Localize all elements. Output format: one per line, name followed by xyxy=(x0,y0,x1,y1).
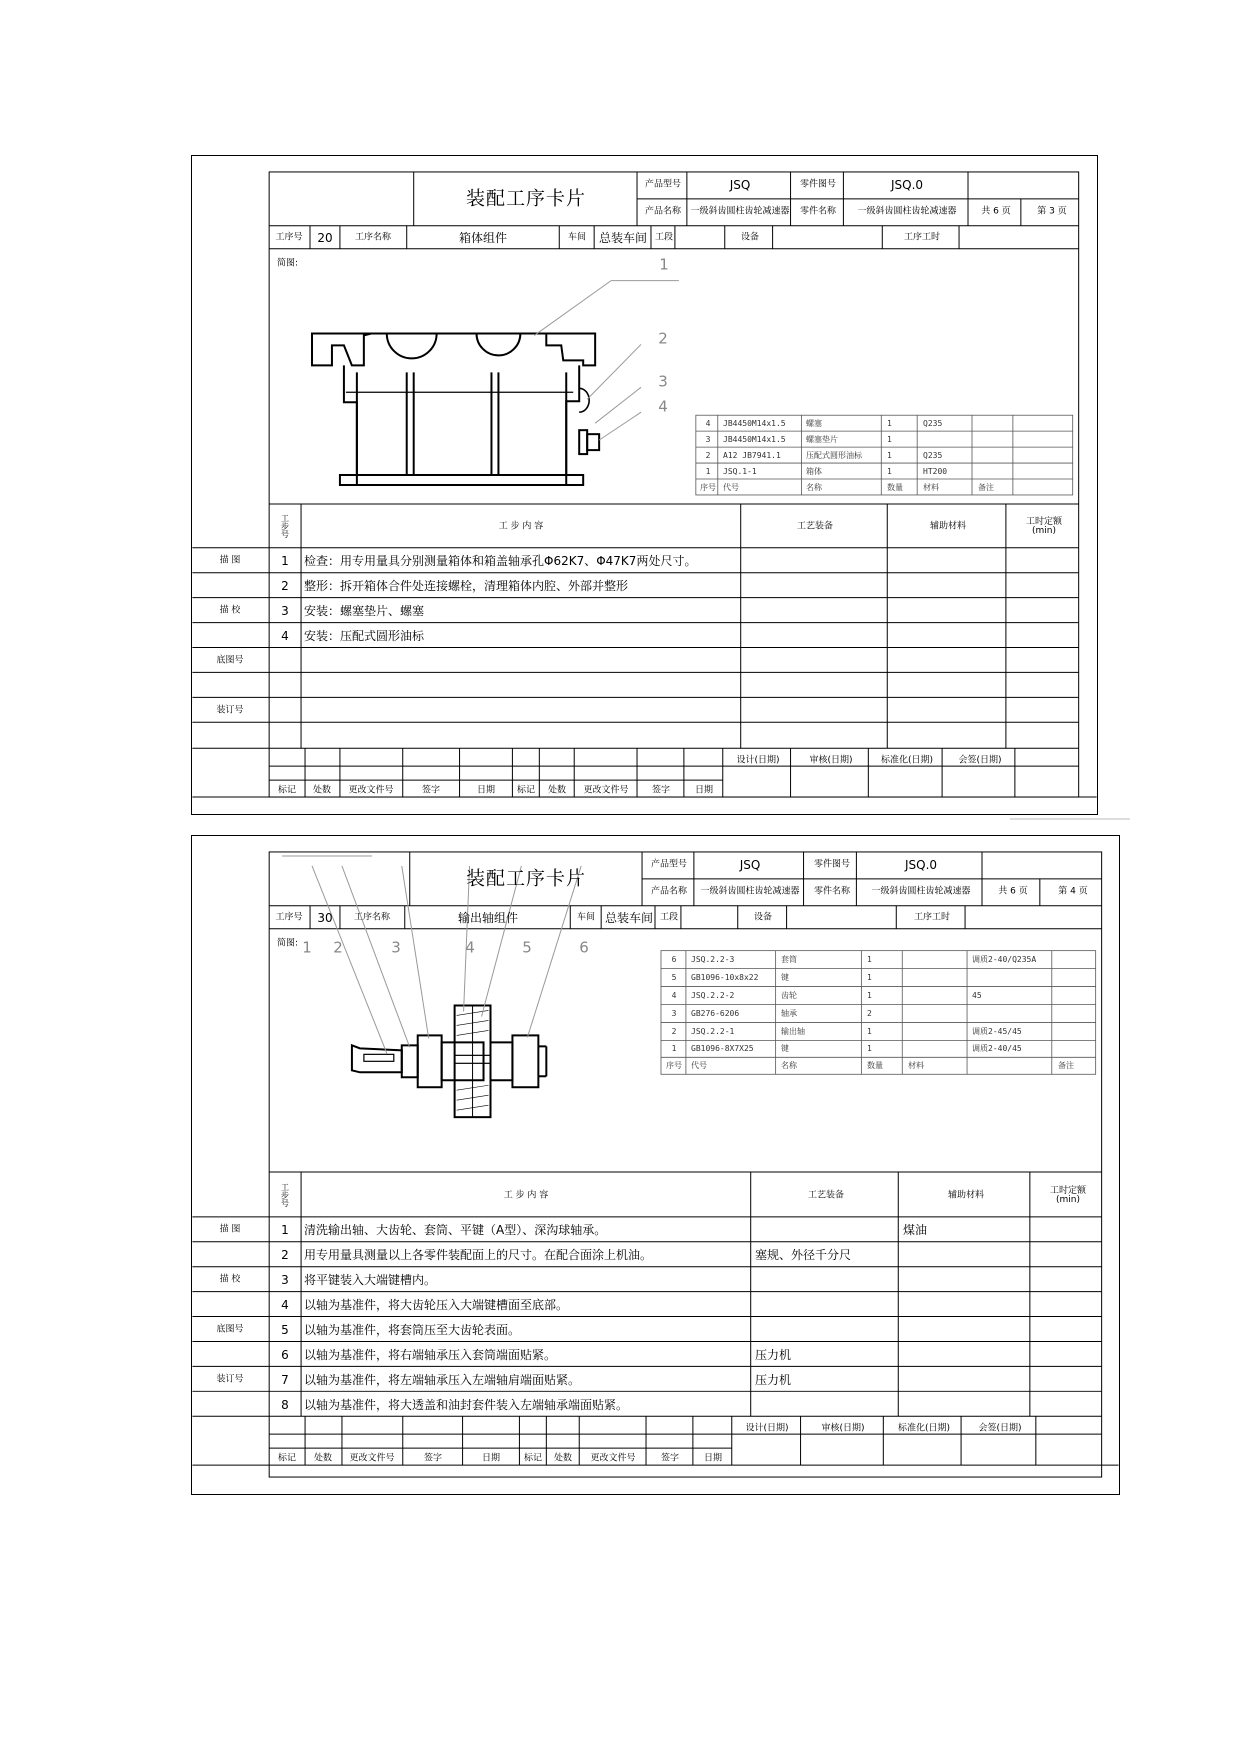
sign-design: 设计(日期) xyxy=(736,755,780,766)
page-number: 第 3 页 xyxy=(1037,206,1067,217)
step-text: 安装：螺塞垫片、螺塞 xyxy=(304,604,425,618)
bom-header: 名称 xyxy=(806,483,822,492)
callout-4: 4 xyxy=(658,397,668,416)
sign-standard: 标准化(日期) xyxy=(897,1423,951,1434)
bom-cell: 45 xyxy=(972,991,982,1000)
assembly-process-card-2 xyxy=(191,835,1120,1495)
process-name: 输出轴组件 xyxy=(457,911,519,925)
hours-label: 工序工时 xyxy=(903,232,941,243)
callout-1: 1 xyxy=(659,255,669,274)
step-no: 5 xyxy=(281,1323,289,1337)
col-equipment: 工艺装备 xyxy=(796,521,834,532)
bom-cell: JSQ.2.2-1 xyxy=(691,1027,735,1036)
bom-header: 备注 xyxy=(1058,1061,1074,1070)
workshop: 总装车间 xyxy=(598,231,648,245)
sign-design: 设计(日期) xyxy=(745,1423,789,1434)
product-name: 一级斜齿圆柱齿轮减速器 xyxy=(690,206,790,217)
part-name: 一级斜齿圆柱齿轮减速器 xyxy=(871,886,971,897)
bom-cell: 4 xyxy=(705,419,711,428)
col-time: 工时定额 (min) xyxy=(1025,517,1062,536)
process-no: 20 xyxy=(317,231,333,245)
step-no: 4 xyxy=(281,1298,289,1312)
bom-cell: 2 xyxy=(867,1009,872,1018)
bom-cell: 3 xyxy=(705,435,711,444)
section-label: 工段 xyxy=(659,912,679,923)
workshop-label: 车间 xyxy=(567,232,587,243)
bom-header: 序号 xyxy=(700,483,716,492)
step-text: 用专用量具测量以上各零件装配面上的尺寸。在配合面涂上机油。 xyxy=(304,1248,653,1262)
rev-label: 更改文件号 xyxy=(590,1453,636,1464)
side-label-trace: 描 图 xyxy=(219,555,241,566)
bom-cell: 齿轮 xyxy=(781,991,797,1000)
separator-mark xyxy=(1010,818,1130,820)
callout-5: 5 xyxy=(522,938,532,957)
side-label-check: 描 校 xyxy=(219,605,241,616)
product-name: 一级斜齿圆柱齿轮减速器 xyxy=(700,886,800,897)
part-no-label: 零件图号 xyxy=(799,179,837,190)
step-no: 3 xyxy=(281,604,289,618)
step-text: 清洗输出轴、大齿轮、套筒、平键（A型）、深沟球轴承。 xyxy=(304,1223,607,1237)
rev-label: 更改文件号 xyxy=(583,785,629,796)
rev-label: 更改文件号 xyxy=(348,785,394,796)
col-step-no: 工步号 xyxy=(281,514,289,539)
rev-label: 标记 xyxy=(277,785,297,796)
bom-cell: GB276-6206 xyxy=(691,1009,740,1018)
bom-header: 材料 xyxy=(908,1061,924,1070)
step-text: 安装：压配式圆形油标 xyxy=(304,629,425,643)
step-no: 8 xyxy=(281,1398,289,1412)
rev-label: 处数 xyxy=(313,1453,333,1464)
sign-review: 审核(日期) xyxy=(809,755,853,766)
sign-countersign: 会签(日期) xyxy=(978,1423,1022,1434)
card-title: 装配工序卡片 xyxy=(465,867,587,890)
bom-cell: 压配式圆形油标 xyxy=(806,451,862,460)
bom-cell: 2 xyxy=(705,451,711,460)
col-aux-material: 辅助材料 xyxy=(947,1190,985,1201)
product-model: JSQ xyxy=(729,178,751,192)
bom-cell: 1 xyxy=(867,955,872,964)
step-text: 整形：拆开箱体合件处连接螺栓，清理箱体内腔、外部并整形 xyxy=(304,579,629,593)
product-model-label: 产品型号 xyxy=(650,859,688,870)
step-no: 7 xyxy=(281,1373,289,1387)
bom-cell: 2 xyxy=(671,1027,677,1036)
side-label-binding-no: 装订号 xyxy=(216,1374,244,1385)
rev-label: 日期 xyxy=(703,1453,723,1464)
side-label-trace: 描 图 xyxy=(219,1224,241,1235)
step-text: 检查：用专用量具分别测量箱体和箱盖轴承孔Φ62K7、Φ47K7两处尺寸。 xyxy=(304,554,697,568)
product-model-label: 产品型号 xyxy=(644,179,682,190)
rev-label: 处数 xyxy=(553,1453,573,1464)
side-label-base-no: 底图号 xyxy=(216,1324,244,1335)
bom-cell: 螺塞 xyxy=(806,419,822,428)
callout-6: 6 xyxy=(579,938,589,957)
hours-label: 工序工时 xyxy=(913,912,951,923)
step-no: 1 xyxy=(281,1223,289,1237)
step-equip: 压力机 xyxy=(755,1348,792,1362)
step-no: 4 xyxy=(281,629,289,643)
callout-2: 2 xyxy=(658,329,668,348)
bom-cell: 箱体 xyxy=(806,467,822,476)
workshop-label: 车间 xyxy=(576,912,596,923)
sketch-label: 简图: xyxy=(277,938,299,949)
step-no: 1 xyxy=(281,554,289,568)
step-no: 2 xyxy=(281,1248,289,1262)
callout-3: 3 xyxy=(391,938,401,957)
part-no: JSQ.0 xyxy=(904,858,938,872)
process-no-label: 工序号 xyxy=(275,232,303,243)
bom-cell: JSQ.2.2-2 xyxy=(691,991,735,1000)
col-content: 工 步 内 容 xyxy=(503,1190,549,1201)
bom-cell: 1 xyxy=(887,435,892,444)
col-aux-material: 辅助材料 xyxy=(929,521,967,532)
bom-cell: Q235 xyxy=(923,451,943,460)
bom-cell: JSQ.1-1 xyxy=(723,467,757,476)
product-name-label: 产品名称 xyxy=(644,206,682,217)
page-number: 第 4 页 xyxy=(1058,886,1088,897)
rev-label: 标记 xyxy=(516,785,536,796)
rev-label: 更改文件号 xyxy=(349,1453,395,1464)
bom-cell: 1 xyxy=(867,1044,872,1053)
bom-cell: 5 xyxy=(671,973,677,982)
process-name-label: 工序名称 xyxy=(354,232,392,243)
sign-countersign: 会签(日期) xyxy=(958,755,1002,766)
bom-cell: 6 xyxy=(671,955,677,964)
section-label: 工段 xyxy=(654,232,674,243)
bom-cell: 轴承 xyxy=(781,1009,797,1018)
bom-cell: A12 JB7941.1 xyxy=(723,451,781,460)
side-label-check: 描 校 xyxy=(219,1274,241,1285)
step-no: 6 xyxy=(281,1348,289,1362)
part-name-label: 零件名称 xyxy=(799,206,837,217)
workshop: 总装车间 xyxy=(604,911,654,925)
rev-label: 签字 xyxy=(423,1453,443,1464)
step-no: 3 xyxy=(281,1273,289,1287)
product-name-label: 产品名称 xyxy=(650,886,688,897)
bom-cell: GB1096-10x8x22 xyxy=(691,973,759,982)
bom-cell: 1 xyxy=(887,419,892,428)
step-equip: 塞规、外径千分尺 xyxy=(755,1248,852,1262)
bom-cell: Q235 xyxy=(923,419,943,428)
side-label-base-no: 底图号 xyxy=(216,655,244,666)
bom-header: 材料 xyxy=(923,483,939,492)
equipment-label: 设备 xyxy=(740,232,760,243)
rev-label: 签字 xyxy=(651,785,671,796)
output-shaft-drawing xyxy=(352,1005,546,1117)
bom-header: 代号 xyxy=(691,1061,707,1070)
callout-4: 4 xyxy=(465,938,475,957)
rev-label: 标记 xyxy=(277,1453,297,1464)
step-text: 以轴为基准件，将大透盖和油封套件装入左端轴承端面贴紧。 xyxy=(304,1398,629,1412)
bom-cell: 1 xyxy=(887,451,892,460)
rev-label: 处数 xyxy=(312,785,332,796)
col-content: 工 步 内 容 xyxy=(498,521,544,532)
bom-cell: 螺塞垫片 xyxy=(806,435,838,444)
rev-label: 日期 xyxy=(476,785,496,796)
gearbox-housing-drawing xyxy=(312,333,599,485)
bom-header: 数量 xyxy=(867,1061,883,1070)
bom-cell: 调质2-45/45 xyxy=(972,1027,1022,1036)
rev-label: 处数 xyxy=(547,785,567,796)
part-no-label: 零件图号 xyxy=(813,859,851,870)
bom-header: 名称 xyxy=(781,1061,797,1070)
assembly-process-card-1 xyxy=(191,155,1098,815)
callout-3: 3 xyxy=(658,372,668,391)
part-name: 一级斜齿圆柱齿轮减速器 xyxy=(857,206,957,217)
side-label-binding-no: 装订号 xyxy=(216,705,244,716)
rev-label: 签字 xyxy=(421,785,441,796)
bom-cell: 1 xyxy=(671,1044,677,1053)
bom-cell: JSQ.2.2-3 xyxy=(691,955,735,964)
part-name-label: 零件名称 xyxy=(813,886,851,897)
bom-header: 序号 xyxy=(666,1061,682,1070)
bom-cell: 1 xyxy=(867,991,872,1000)
rev-label: 日期 xyxy=(481,1453,501,1464)
bom-cell: 1 xyxy=(867,973,872,982)
card-title: 装配工序卡片 xyxy=(465,187,587,210)
bom-cell: 调质2-40/45 xyxy=(972,1044,1022,1053)
sign-review: 审核(日期) xyxy=(821,1423,865,1434)
process-name-label: 工序名称 xyxy=(353,912,391,923)
bom-cell: HT200 xyxy=(923,467,948,476)
bom-cell: 键 xyxy=(781,973,789,982)
bom-cell: 1 xyxy=(887,467,892,476)
equipment-label: 设备 xyxy=(753,912,773,923)
process-name: 箱体组件 xyxy=(458,231,508,245)
callout-2: 2 xyxy=(333,938,343,957)
total-pages: 共 6 页 xyxy=(981,206,1011,217)
bom-cell: 键 xyxy=(781,1044,789,1053)
product-model: JSQ xyxy=(739,858,761,872)
step-no: 2 xyxy=(281,579,289,593)
step-text: 以轴为基准件，将大齿轮压入大端键槽面至底部。 xyxy=(304,1298,569,1312)
col-time: 工时定额 (min) xyxy=(1049,1186,1086,1205)
part-no: JSQ.0 xyxy=(890,178,924,192)
step-equip: 压力机 xyxy=(755,1373,792,1387)
rev-label: 日期 xyxy=(694,785,714,796)
bom-cell: 3 xyxy=(671,1009,677,1018)
process-no: 30 xyxy=(317,911,333,925)
leader-lines xyxy=(534,281,679,441)
bom-cell: JB4450M14x1.5 xyxy=(723,435,786,444)
card2-grid xyxy=(192,836,1119,1494)
step-text: 以轴为基准件，将套筒压至大齿轮表面。 xyxy=(304,1323,521,1337)
col-equipment: 工艺装备 xyxy=(807,1190,845,1201)
total-pages: 共 6 页 xyxy=(998,886,1028,897)
step-text: 以轴为基准件，将右端轴承压入套筒端面贴紧。 xyxy=(304,1348,557,1362)
sign-standard: 标准化(日期) xyxy=(880,755,934,766)
sketch-label: 简图: xyxy=(277,258,299,269)
bom-cell: 调质2-40/Q235A xyxy=(972,955,1037,964)
step-text: 将平键装入大端键槽内。 xyxy=(304,1273,437,1287)
rev-label: 签字 xyxy=(660,1453,680,1464)
bom-cell: 套筒 xyxy=(781,955,797,964)
step-text: 以轴为基准件，将左端轴承压入左端轴肩端面贴紧。 xyxy=(304,1373,581,1387)
bom-cell: 4 xyxy=(671,991,677,1000)
bom-cell: GB1096-8X7X25 xyxy=(691,1044,754,1053)
rev-label: 标记 xyxy=(523,1453,543,1464)
process-no-label: 工序号 xyxy=(275,912,303,923)
col-step-no: 工步号 xyxy=(281,1183,289,1208)
bom-header: 备注 xyxy=(978,483,994,492)
bom-header: 代号 xyxy=(723,483,739,492)
bom-cell: 输出轴 xyxy=(781,1027,805,1036)
step-aux: 煤油 xyxy=(903,1223,928,1237)
card1-grid xyxy=(192,156,1097,814)
bom-cell: 1 xyxy=(867,1027,872,1036)
bom-cell: JB4450M14x1.5 xyxy=(723,419,786,428)
bom-header: 数量 xyxy=(887,483,903,492)
callout-1: 1 xyxy=(302,938,312,957)
bom-cell: 1 xyxy=(705,467,711,476)
